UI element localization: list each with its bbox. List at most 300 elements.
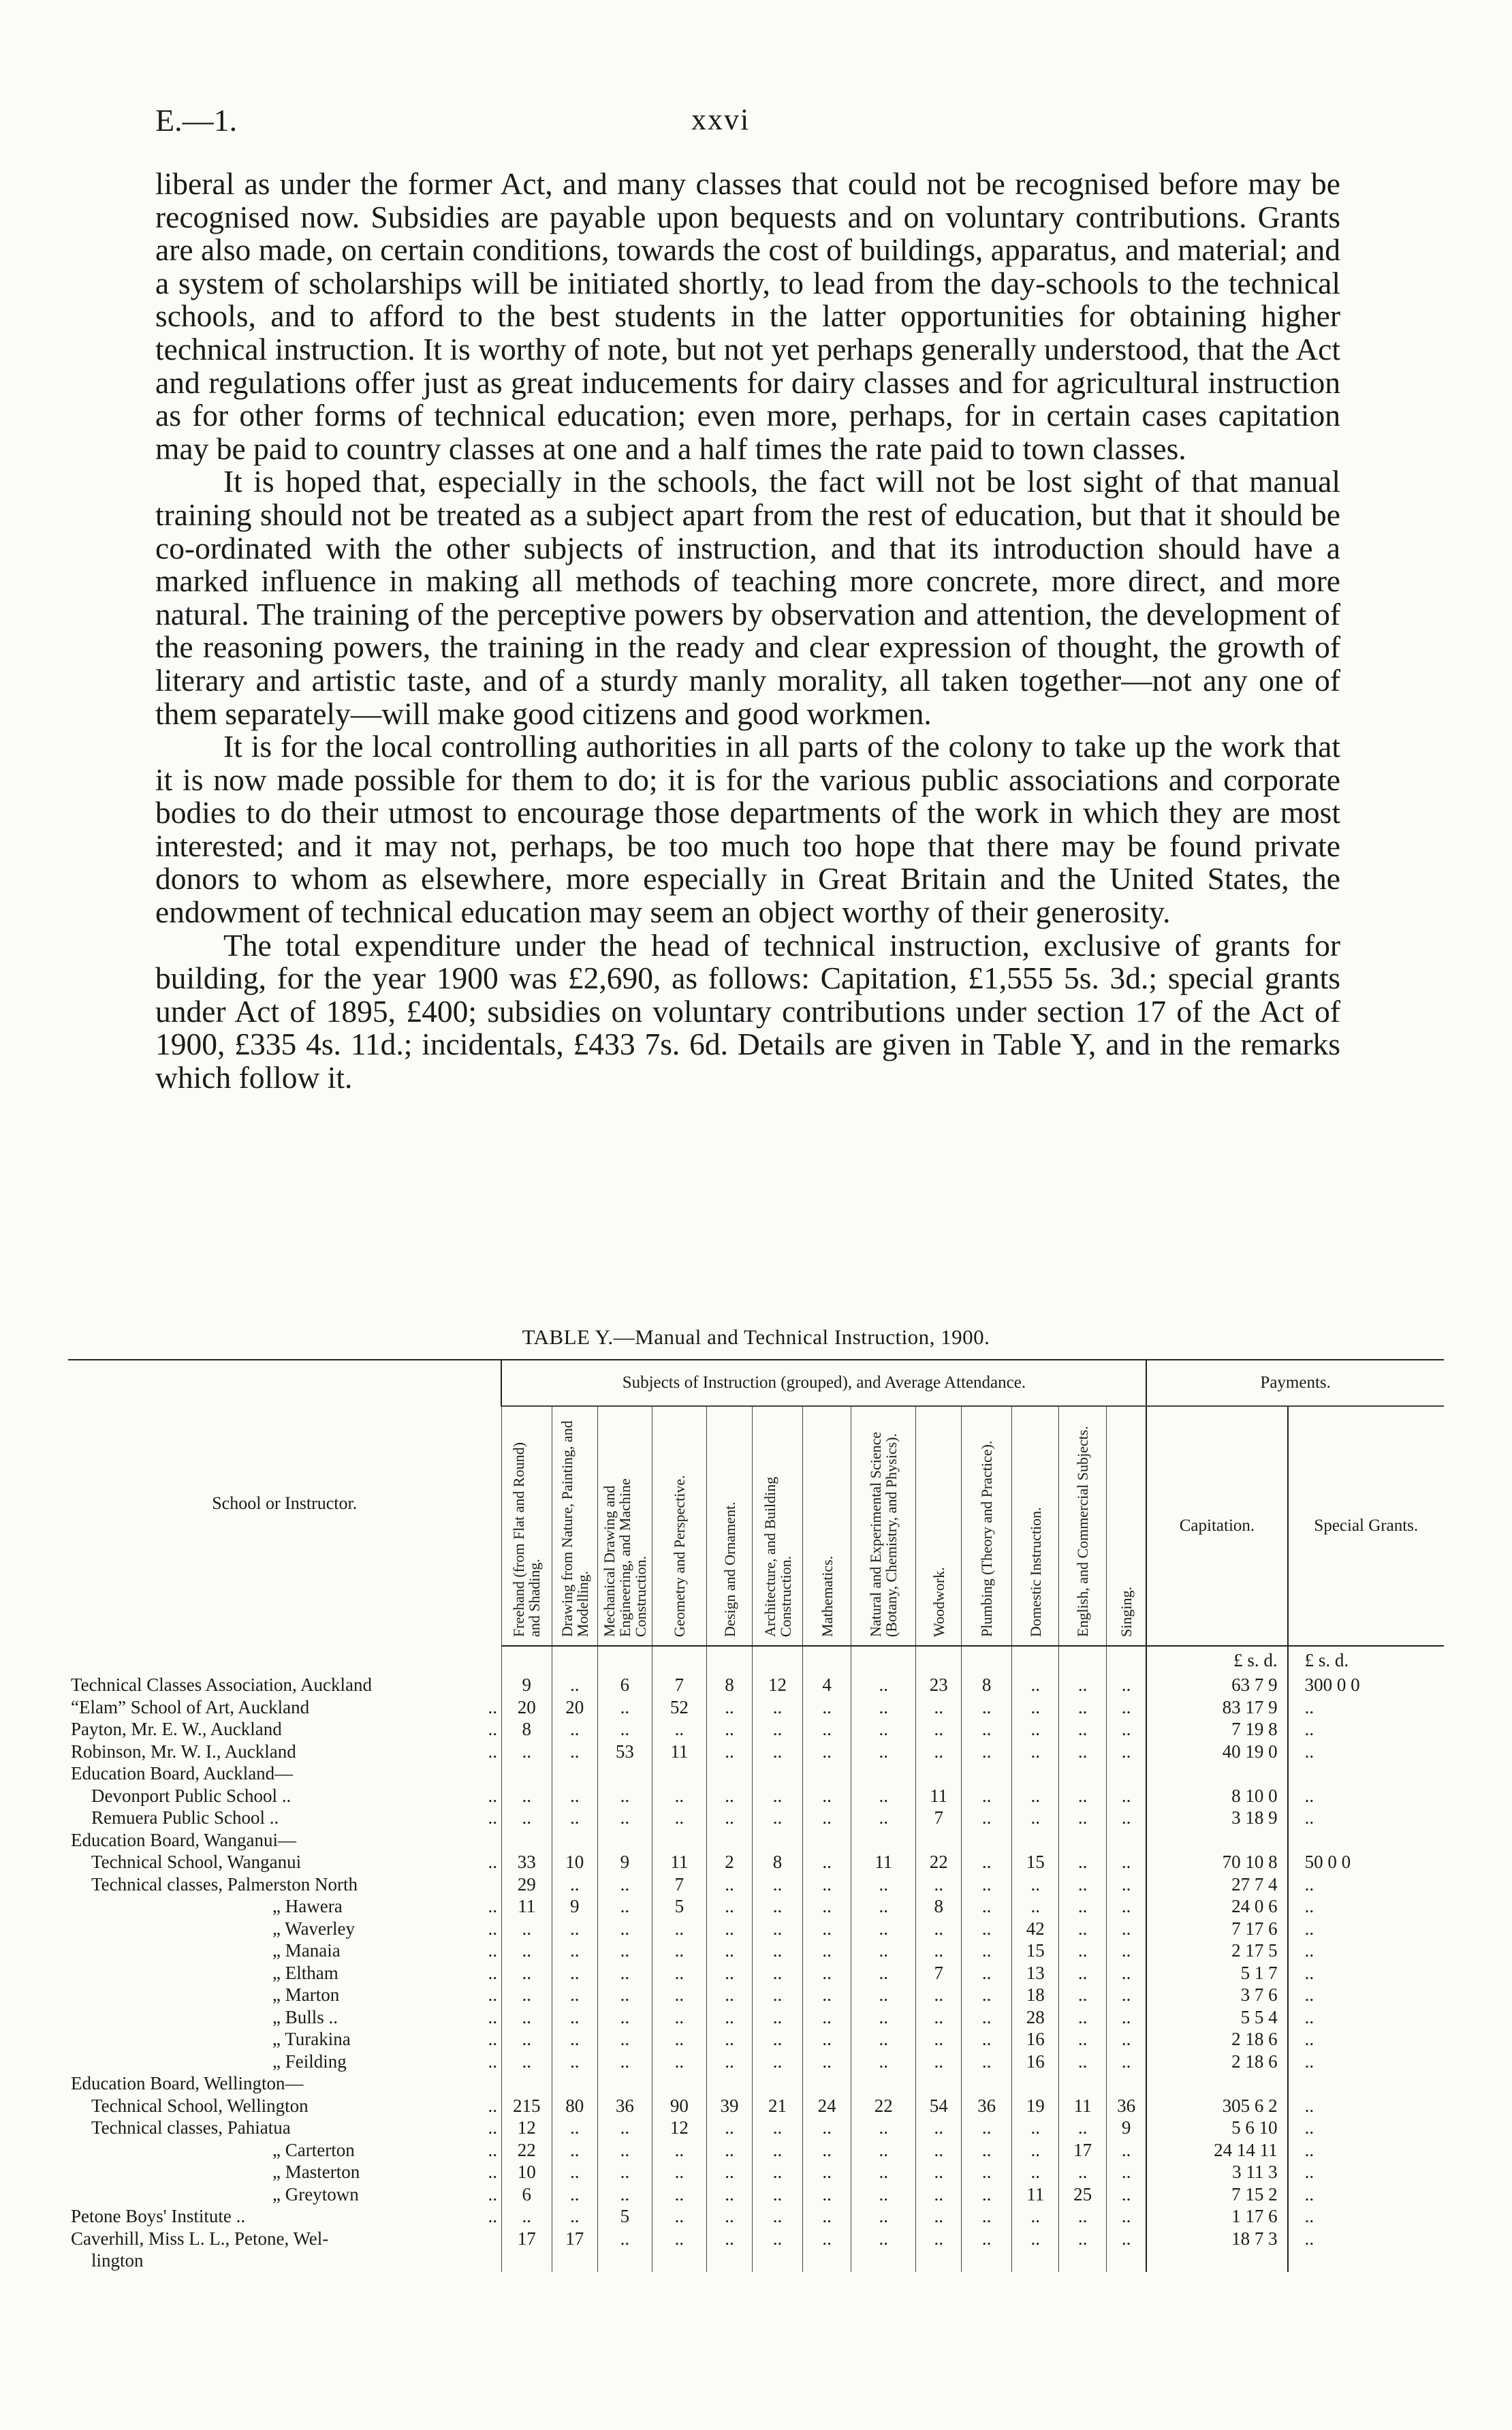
attendance-cell: ..: [802, 1718, 851, 1741]
attendance-cell: ..: [1012, 2228, 1059, 2250]
attendance-cell: ..: [802, 1984, 851, 2006]
attendance-cell: ..: [962, 1940, 1012, 1962]
attendance-cell: ..: [1106, 1895, 1146, 1918]
attendance-cell: ..: [652, 2205, 706, 2228]
attendance-cell: ..: [753, 2139, 803, 2162]
paragraph-1: liberal as under the former Act, and many classes that could not be recognised before may be recognised now. Subsidies are payable upon bequests and on voluntary contributions. Grants are also made, on certain conditions, towards the cost of buildings, apparatus, and material; and a system of scholarships will be initiated shortly, to lead from the day-schools to the technical schools, and to afford to the best students in the latter opportunities for obtaining higher technical instruction. It is worthy of note, but not yet perhaps generally understood, that the Act and regulations offer just as great inducements for dairy classes and for agricultural instruction as for other forms of technical education; even more, perhaps, for in certain cases capitation may be paid to country classes at one and a half times the rate paid to town classes.: [155, 166, 1340, 466]
table-row: [68, 1807, 1444, 1829]
special-grant-cell: ..: [1288, 2205, 1444, 2228]
school-name: Technical School, Wellington ..: [91, 2095, 497, 2116]
capitation-cell: 2 18 6: [1146, 2028, 1287, 2051]
attendance-cell: ..: [962, 1718, 1012, 1741]
attendance-cell: [552, 1829, 597, 1852]
attendance-cell: [1012, 2072, 1059, 2095]
attendance-cell: ..: [652, 2161, 706, 2183]
special-grant-cell: ..: [1288, 2095, 1444, 2117]
school-name: Devonport Public School .. ..: [91, 1785, 497, 1806]
capitation-cell: 5 1 7: [1146, 1962, 1287, 1984]
attendance-cell: ..: [552, 2183, 597, 2206]
page-header-left: E.—1.: [155, 103, 238, 138]
attendance-cell: ..: [706, 1718, 752, 1741]
attendance-cell: 23: [916, 1674, 962, 1696]
attendance-cell: [1106, 2072, 1146, 2095]
attendance-cell: ..: [1106, 1696, 1146, 1719]
subject-header: Plumbing (Theory and Practice).: [962, 1406, 1012, 1646]
attendance-cell: ..: [597, 2028, 652, 2051]
attendance-cell: ..: [552, 2006, 597, 2029]
attendance-cell: ..: [753, 2161, 803, 2183]
special-grant-cell: ..: [1288, 1741, 1444, 1763]
attendance-cell: ..: [501, 1807, 552, 1829]
attendance-cell: 24: [802, 2095, 851, 2117]
table-row: [68, 2249, 1444, 2272]
attendance-cell: ..: [851, 2228, 916, 2250]
paragraph-3: It is for the local controlling authorities in all parts of the colony to take up the work that it is now made possible for them to do; it is for the various public associations and corporate bodies to do their utmost to encourage those departments of the work in which they are most interested; and it may not, perhaps, be too much too hope that there may be found private donors to whom as elsewhere, more especially in Great Britain and the United States, the endowment of technical education may seem an object worthy of their generosity.: [155, 729, 1340, 930]
capitation-cell: 83 17 9: [1146, 1696, 1287, 1719]
attendance-cell: ..: [1059, 1873, 1106, 1896]
attendance-cell: ..: [962, 2228, 1012, 2250]
attendance-cell: ..: [1012, 2161, 1059, 2183]
attendance-cell: ..: [1012, 1873, 1059, 1896]
attendance-cell: 52: [652, 1696, 706, 1719]
attendance-cell: 15: [1012, 1940, 1059, 1962]
attendance-cell: 12: [652, 2117, 706, 2139]
attendance-cell: ..: [1106, 1674, 1146, 1696]
attendance-cell: ..: [706, 2161, 752, 2183]
attendance-cell: 6: [597, 1674, 652, 1696]
attendance-cell: ..: [597, 2183, 652, 2206]
attendance-cell: ..: [597, 1785, 652, 1807]
capitation-cell: 2 17 5: [1146, 1940, 1287, 1962]
attendance-cell: ..: [1012, 2117, 1059, 2139]
attendance-cell: ..: [552, 1984, 597, 2006]
attendance-cell: ..: [962, 2006, 1012, 2029]
attendance-cell: [753, 2249, 803, 2272]
attendance-cell: ..: [753, 1873, 803, 1896]
attendance-cell: ..: [1106, 2205, 1146, 2228]
attendance-cell: ..: [753, 1962, 803, 1984]
attendance-cell: [802, 1829, 851, 1852]
attendance-cell: ..: [1106, 2161, 1146, 2183]
attendance-cell: [916, 2072, 962, 2095]
attendance-cell: ..: [552, 1918, 597, 1940]
attendance-cell: 13: [1012, 1962, 1059, 1984]
attendance-cell: ..: [597, 2051, 652, 2073]
school-name: „ Turakina ..: [272, 2029, 497, 2050]
table-row: [68, 1873, 1444, 1896]
attendance-cell: 9: [597, 1851, 652, 1873]
attendance-cell: ..: [802, 2228, 851, 2250]
attendance-cell: ..: [501, 2006, 552, 2029]
attendance-cell: [501, 1762, 552, 1785]
table-row: [68, 2205, 1444, 2228]
attendance-cell: ..: [851, 1718, 916, 1741]
attendance-cell: 215: [501, 2095, 552, 2117]
attendance-cell: ..: [851, 1807, 916, 1829]
attendance-cell: ..: [753, 1741, 803, 1763]
attendance-cell: ..: [802, 2139, 851, 2162]
attendance-cell: ..: [501, 1962, 552, 1984]
attendance-cell: ..: [802, 1940, 851, 1962]
attendance-cell: [652, 2072, 706, 2095]
special-grant-cell: [1288, 1829, 1444, 1852]
attendance-cell: ..: [1106, 1873, 1146, 1896]
subject-header: Mathematics.: [802, 1406, 851, 1646]
attendance-cell: ..: [706, 1962, 752, 1984]
table-row: [68, 1984, 1444, 2006]
attendance-cell: ..: [1012, 1785, 1059, 1807]
attendance-cell: 10: [501, 2161, 552, 2183]
table-row: [68, 1718, 1444, 1741]
attendance-cell: ..: [501, 1741, 552, 1763]
school-name: „ Waverley ..: [272, 1918, 497, 1939]
school-name: Education Board, Auckland—: [71, 1763, 294, 1784]
attendance-cell: 11: [1059, 2095, 1106, 2117]
attendance-cell: ..: [706, 1940, 752, 1962]
attendance-cell: 8: [962, 1674, 1012, 1696]
attendance-cell: [652, 1829, 706, 1852]
attendance-cell: ..: [962, 2028, 1012, 2051]
attendance-cell: 21: [753, 2095, 803, 2117]
attendance-cell: ..: [1106, 1962, 1146, 1984]
attendance-cell: ..: [597, 1918, 652, 1940]
attendance-cell: ..: [753, 2228, 803, 2250]
attendance-cell: ..: [706, 1807, 752, 1829]
attendance-cell: [1012, 1762, 1059, 1785]
attendance-cell: ..: [706, 1984, 752, 2006]
table-row: [68, 1762, 1444, 1785]
special-grant-cell: [1288, 1762, 1444, 1785]
attendance-cell: ..: [1059, 2161, 1106, 2183]
attendance-cell: ..: [597, 2228, 652, 2250]
attendance-cell: ..: [802, 2183, 851, 2206]
attendance-cell: ..: [962, 1984, 1012, 2006]
attendance-cell: [753, 1762, 803, 1785]
attendance-cell: ..: [962, 1918, 1012, 1940]
capitation-cell: 24 14 11: [1146, 2139, 1287, 2162]
attendance-cell: [552, 1762, 597, 1785]
attendance-cell: ..: [916, 1873, 962, 1896]
attendance-cell: ..: [962, 2183, 1012, 2206]
subject-header: Singing.: [1106, 1406, 1146, 1646]
capitation-cell: 8 10 0: [1146, 1785, 1287, 1807]
special-grant-cell: ..: [1288, 2006, 1444, 2029]
school-name: Technical Classes Association, Auckland: [71, 1674, 373, 1696]
attendance-cell: ..: [1106, 1984, 1146, 2006]
capitation-cell: 70 10 8: [1146, 1851, 1287, 1873]
attendance-cell: [501, 2072, 552, 2095]
attendance-cell: ..: [706, 2117, 752, 2139]
school-name: Petone Boys' Institute .. ..: [71, 2206, 497, 2227]
table-row: [68, 2161, 1444, 2183]
special-grant-cell: ..: [1288, 1962, 1444, 1984]
attendance-cell: ..: [652, 2139, 706, 2162]
attendance-cell: 39: [706, 2095, 752, 2117]
attendance-cell: 16: [1012, 2051, 1059, 2073]
attendance-cell: ..: [1106, 1807, 1146, 1829]
attendance-cell: ..: [501, 1984, 552, 2006]
table-row: [68, 1895, 1444, 1918]
special-grant-cell: ..: [1288, 1918, 1444, 1940]
attendance-cell: ..: [706, 1741, 752, 1763]
attendance-cell: ..: [1059, 1696, 1106, 1719]
attendance-cell: ..: [1059, 1851, 1106, 1873]
capitation-cell: 40 19 0: [1146, 1741, 1287, 1763]
attendance-cell: 8: [753, 1851, 803, 1873]
attendance-cell: [1106, 1762, 1146, 1785]
attendance-cell: [1059, 2249, 1106, 2272]
attendance-cell: ..: [597, 2139, 652, 2162]
attendance-cell: ..: [652, 2006, 706, 2029]
attendance-cell: 36: [1106, 2095, 1146, 2117]
attendance-cell: [802, 2072, 851, 2095]
attendance-cell: ..: [1012, 2139, 1059, 2162]
attendance-cell: ..: [652, 1918, 706, 1940]
table-row: [68, 2117, 1444, 2139]
attendance-cell: ..: [1059, 2117, 1106, 2139]
school-name: „ Hawera ..: [272, 1896, 497, 1917]
attendance-cell: 22: [851, 2095, 916, 2117]
attendance-cell: [1059, 1829, 1106, 1852]
attendance-cell: ..: [962, 1785, 1012, 1807]
attendance-cell: ..: [552, 2139, 597, 2162]
subject-header: English, and Commercial Subjects.: [1059, 1406, 1106, 1646]
attendance-cell: ..: [802, 2117, 851, 2139]
attendance-cell: 7: [916, 1807, 962, 1829]
attendance-cell: ..: [597, 1940, 652, 1962]
attendance-cell: ..: [552, 2205, 597, 2228]
attendance-cell: ..: [597, 1984, 652, 2006]
attendance-cell: ..: [802, 1785, 851, 1807]
table-row: [68, 1829, 1444, 1852]
attendance-cell: [1106, 1829, 1146, 1852]
school-name: „ Feilding ..: [272, 2051, 497, 2072]
attendance-cell: ..: [1059, 1785, 1106, 1807]
attendance-cell: ..: [1012, 1718, 1059, 1741]
attendance-cell: ..: [851, 1940, 916, 1962]
special-grant-cell: ..: [1288, 2139, 1444, 2162]
attendance-cell: ..: [802, 1851, 851, 1873]
attendance-cell: 20: [501, 1696, 552, 1719]
attendance-cell: ..: [753, 1940, 803, 1962]
attendance-cell: ..: [851, 2117, 916, 2139]
attendance-cell: ..: [1059, 1962, 1106, 1984]
subject-header: Design and Ornament.: [706, 1406, 752, 1646]
attendance-cell: ..: [851, 1918, 916, 1940]
attendance-cell: ..: [1012, 1741, 1059, 1763]
attendance-cell: ..: [552, 1674, 597, 1696]
school-name: „ Masterton ..: [272, 2162, 497, 2183]
attendance-cell: [706, 1762, 752, 1785]
attendance-cell: ..: [802, 1741, 851, 1763]
attendance-cell: ..: [1059, 1674, 1106, 1696]
attendance-cell: ..: [916, 1741, 962, 1763]
attendance-cell: 28: [1012, 2006, 1059, 2029]
attendance-cell: ..: [962, 2161, 1012, 2183]
attendance-cell: 12: [501, 2117, 552, 2139]
attendance-cell: ..: [552, 1807, 597, 1829]
table-title: TABLE Y.—Manual and Technical Instruction, 1900.: [522, 1325, 990, 1349]
attendance-cell: ..: [916, 2205, 962, 2228]
attendance-cell: ..: [753, 2205, 803, 2228]
attendance-cell: ..: [1012, 1807, 1059, 1829]
special-grant-cell: ..: [1288, 2183, 1444, 2206]
attendance-cell: ..: [753, 1696, 803, 1719]
attendance-cell: ..: [802, 2006, 851, 2029]
attendance-cell: ..: [851, 2161, 916, 2183]
school-name: Remuera Public School .. ..: [91, 1807, 497, 1828]
table-row: [68, 2228, 1444, 2250]
school-name: Robinson, Mr. W. I., Auckland ..: [71, 1741, 497, 1762]
attendance-cell: ..: [753, 1895, 803, 1918]
special-grant-cell: ..: [1288, 1895, 1444, 1918]
attendance-cell: ..: [851, 1785, 916, 1807]
attendance-cell: ..: [962, 2205, 1012, 2228]
attendance-cell: 90: [652, 2095, 706, 2117]
subject-header: Woodwork.: [916, 1406, 962, 1646]
attendance-cell: ..: [1059, 1940, 1106, 1962]
capitation-units: £ s. d.: [1146, 1646, 1287, 1674]
attendance-cell: ..: [1012, 1696, 1059, 1719]
attendance-cell: ..: [753, 1718, 803, 1741]
attendance-cell: ..: [1059, 1741, 1106, 1763]
school-name: Education Board, Wellington—: [71, 2073, 304, 2094]
attendance-cell: ..: [851, 1696, 916, 1719]
attendance-cell: [1012, 2249, 1059, 2272]
attendance-cell: 9: [501, 1674, 552, 1696]
capitation-header: Capitation.: [1146, 1406, 1287, 1646]
capitation-cell: 7 17 6: [1146, 1918, 1287, 1940]
attendance-cell: ..: [851, 1895, 916, 1918]
capitation-cell: 7 19 8: [1146, 1718, 1287, 1741]
attendance-cell: ..: [706, 2183, 752, 2206]
subject-header: Mechanical Drawing and Engineering, and Machine Construction.: [597, 1406, 652, 1646]
attendance-cell: 17: [1059, 2139, 1106, 2162]
attendance-cell: [753, 1829, 803, 1852]
attendance-cell: 17: [552, 2228, 597, 2250]
attendance-cell: ..: [552, 1785, 597, 1807]
attendance-cell: ..: [851, 1962, 916, 1984]
attendance-cell: [597, 2072, 652, 2095]
attendance-cell: [802, 2249, 851, 2272]
attendance-cell: ..: [916, 1696, 962, 1719]
attendance-cell: ..: [597, 2161, 652, 2183]
attendance-cell: ..: [652, 2183, 706, 2206]
capitation-cell: 3 7 6: [1146, 1984, 1287, 2006]
attendance-cell: ..: [851, 2205, 916, 2228]
attendance-cell: ..: [706, 2139, 752, 2162]
attendance-cell: 80: [552, 2095, 597, 2117]
capitation-cell: [1146, 2072, 1287, 2095]
attendance-cell: ..: [1012, 2205, 1059, 2228]
special-grant-cell: ..: [1288, 1940, 1444, 1962]
attendance-cell: ..: [962, 1873, 1012, 1896]
attendance-cell: ..: [652, 1984, 706, 2006]
attendance-cell: 17: [501, 2228, 552, 2250]
attendance-cell: ..: [552, 1873, 597, 1896]
attendance-cell: 8: [916, 1895, 962, 1918]
attendance-cell: ..: [1106, 2139, 1146, 2162]
attendance-cell: ..: [1106, 2028, 1146, 2051]
attendance-cell: ..: [802, 2205, 851, 2228]
school-name: Payton, Mr. E. W., Auckland ..: [71, 1719, 497, 1740]
attendance-cell: 5: [597, 2205, 652, 2228]
attendance-cell: [1106, 2249, 1146, 2272]
attendance-cell: [552, 2249, 597, 2272]
attendance-cell: ..: [851, 2183, 916, 2206]
special-grants-header: Special Grants.: [1288, 1406, 1444, 1646]
attendance-cell: ..: [851, 2006, 916, 2029]
attendance-cell: ..: [1106, 2006, 1146, 2029]
attendance-cell: [1059, 1762, 1106, 1785]
paragraph-2: It is hoped that, especially in the schools, the fact will not be lost sight of that manual training should not be treated as a subject apart from the rest of education, but that it should be co-ordinated with the other subjects of instruction, and that its introduction should have a marked influence in making all methods of teaching more concrete, more direct, and more natural. The training of the perceptive powers by observation and attention, the development of the reasoning powers, the training in the ready and clear expression of thought, the growth of literary and artistic taste, and of a sturdy manly morality, all taken together—not any one of them separately—will make good citizens and good workmen.: [155, 464, 1340, 731]
special-grant-cell: ..: [1288, 2228, 1444, 2250]
attendance-cell: ..: [706, 2205, 752, 2228]
subject-header: Freehand (from Flat and Round) and Shading.: [501, 1406, 552, 1646]
attendance-cell: ..: [652, 1785, 706, 1807]
attendance-cell: ..: [802, 1873, 851, 1896]
attendance-cell: ..: [501, 2028, 552, 2051]
attendance-cell: ..: [1106, 1851, 1146, 1873]
attendance-cell: ..: [652, 2051, 706, 2073]
attendance-cell: 9: [1106, 2117, 1146, 2139]
attendance-cell: [706, 1829, 752, 1852]
special-grant-cell: [1288, 2072, 1444, 2095]
attendance-cell: ..: [1059, 1895, 1106, 1918]
attendance-cell: ..: [1059, 2051, 1106, 2073]
attendance-cell: [597, 1762, 652, 1785]
table-row: [68, 2028, 1444, 2051]
special-grant-cell: ..: [1288, 1807, 1444, 1829]
attendance-cell: ..: [552, 2117, 597, 2139]
attendance-cell: ..: [1012, 1895, 1059, 1918]
attendance-cell: [753, 2072, 803, 2095]
attendance-cell: ..: [962, 2051, 1012, 2073]
table-row: [68, 1741, 1444, 1763]
attendance-cell: 11: [916, 1785, 962, 1807]
attendance-cell: [851, 1762, 916, 1785]
attendance-cell: ..: [652, 1962, 706, 1984]
attendance-cell: ..: [916, 1940, 962, 1962]
capitation-cell: [1146, 1762, 1287, 1785]
special-grant-cell: ..: [1288, 2051, 1444, 2073]
capitation-cell: 3 18 9: [1146, 1807, 1287, 1829]
attendance-cell: [851, 2072, 916, 2095]
subject-header: Architecture, and Building Construction.: [753, 1406, 803, 1646]
capitation-cell: [1146, 1829, 1287, 1852]
capitation-cell: 1 17 6: [1146, 2205, 1287, 2228]
attendance-cell: ..: [1059, 2006, 1106, 2029]
school-name: lington: [91, 2250, 144, 2271]
subject-header: Natural and Experimental Science (Botany, Chemistry, and Physics).: [851, 1406, 916, 1646]
attendance-cell: ..: [802, 1696, 851, 1719]
attendance-cell: ..: [1059, 1984, 1106, 2006]
attendance-cell: [1012, 1829, 1059, 1852]
table-row: [68, 1785, 1444, 1807]
attendance-cell: ..: [962, 1696, 1012, 1719]
attendance-cell: ..: [753, 1785, 803, 1807]
attendance-cell: 7: [916, 1962, 962, 1984]
attendance-cell: ..: [1106, 1918, 1146, 1940]
table-row: [68, 2006, 1444, 2029]
attendance-cell: ..: [851, 1674, 916, 1696]
table-row: [68, 1918, 1444, 1940]
attendance-cell: [962, 2249, 1012, 2272]
attendance-cell: 4: [802, 1674, 851, 1696]
attendance-cell: ..: [962, 2117, 1012, 2139]
attendance-cell: ..: [802, 1918, 851, 1940]
attendance-cell: ..: [916, 1984, 962, 2006]
